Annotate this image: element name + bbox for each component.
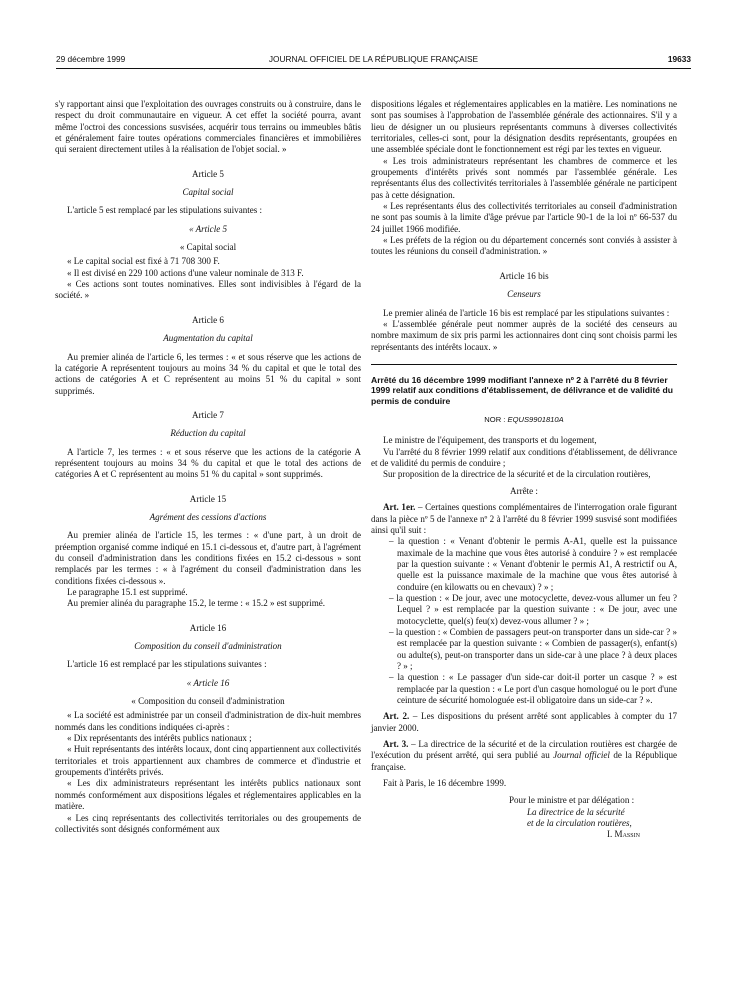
paragraph: dispositions légales et réglementaires applicables en la matière. Les nominations ne sont pas soumises à l'approbation de l'assemblée générale des actionnaires. S'il y a lieu de désigner un ou plusieurs représentants communs à diverses collectivités territoriales, celles-ci sont, pour la désignation desdits représentants, groupées en une assemblée spéciale dont le fonctionnement est régi par les textes en vigueur. [371,99,677,155]
article-heading: Article 16 [189,622,227,633]
arrete-title: Arrêté du 16 décembre 1999 modifiant l'annexe nº 2 à l'arrêté du 8 février 1999 relatif aux conditions d'établissement, de délivrance et de validité du permis de conduire [371,374,673,406]
quoted-article-title: « Article 16 [186,677,230,688]
article-3-text: – La directrice de la sécurité et de la circulation routières est chargée de l'exécution du présent arrêté, qui sera publié au [371,739,677,761]
paragraph: Le paragraphe 15.1 est supprimé. [67,587,188,597]
left-column [55,99,361,835]
article-subtitle: Agrément des cessions d'actions [149,511,267,522]
paragraph: « La société est administrée par un conseil d'administration de dix-huit membres nommés dans les conditions indiquées ci-après : [55,710,361,732]
journal-officiel-italic: Journal officiel [553,750,610,761]
arrete-section [371,375,677,841]
paragraph: « Les dix administrateurs représentant les intérêts publics nationaux sont nommés conformément aux dispositions légales et réglementaires applicables en la matière. [55,778,361,812]
article-heading: Article 15 [189,493,227,504]
page-number: 19633 [667,54,691,64]
article-heading: Article 16 bis [499,270,549,281]
article-subtitle: Composition du conseil d'administration [134,641,282,652]
article-subtitle: Capital social [182,187,234,198]
journal-title: JOURNAL OFFICIEL DE LA RÉPUBLIQUE FRANÇAISE [268,54,479,64]
article-1 [371,502,677,536]
quoted-article-subtitle: « Capital social [179,242,237,253]
signature-line-3: et de la circulation routières, [527,818,632,829]
section-divider [371,364,677,365]
arrete-word: Arrête : [510,485,538,496]
article-3-text-end: de la République française. [371,750,678,772]
paragraph: « L'assemblée générale peut nommer auprès de la société des censeurs au nombre maximum de six pris parmi les actionnaires dont cinq sont choisis parmi les représentants des intérêts locaux. » [371,318,677,352]
paragraph: L'article 5 est remplacé par les stipulations suivantes : [67,205,263,216]
article-2-label: Art. 2. [383,711,410,722]
paragraph: L'article 16 est remplacé par les stipulations suivantes : [67,659,267,670]
right-column-statutes [371,99,677,353]
paragraph: « Les cinq représentants des collectivités territoriales ou des groupements de collectivités sont désignés conformément aux [55,812,361,834]
article-1-item: – la question : « Venant d'obtenir le permis A-A1, quelle est la puissance maximale de la machine que vous êtes autorisé à conduire ? » est remplacée par la question suivante : « Venant d'obtenir le permis A1, A restrictif ou A, quelle est la puissance maximale de la machine que vous êtes autorisé à conduire (en kilowatts ou en chevaux) ? » ; [389,536,677,592]
quoted-article-title: « Article 5 [188,223,228,234]
paragraph: « Il est divisé en 229 100 actions d'une valeur nominale de 313 F. [67,267,304,278]
signature-line-2: La directrice de la sécurité [527,806,625,817]
signatory-name: I. Massin [607,829,640,840]
signature-line-1: Pour le ministre et par délégation : [509,795,635,806]
article-1-text: – Certaines questions complémentaires de l'interrogation orale figurant dans la pièce nº 5 de l'annexe nº 2 à l'arrêté du 8 février 1999 susvisé sont modifiées ainsi qu'il suit : [371,502,677,535]
article-1-label: Art. 1er. [383,502,416,513]
article-subtitle: Réduction du capital [170,428,246,439]
paragraph: A l'article 7, les termes : « et sous réserve que les actions de la catégorie A représentent toujours au moins 34 % du capital et que le total des actions de catégories A et C représentent au moins 51 % du capital » sont supprimés. [55,446,361,480]
running-header [56,54,691,66]
paragraph: « Dix représentants des intérêts publics nationaux ; [67,733,252,744]
article-3-label: Art. 3. [383,739,409,750]
nor-label: NOR : [484,415,506,425]
article-3 [371,739,677,773]
paragraph: Le premier alinéa de l'article 16 bis est remplacé par les stipulations suivantes : [383,307,670,318]
article-subtitle: Augmentation du capital [163,333,253,344]
preamble-minister: Le ministre de l'équipement, des transports et du logement, [383,435,597,446]
paragraph: Au premier alinéa de l'article 6, les termes : « et sous réserve que les actions de la catégorie A représentent toujours au moins 34 % du capital et que le total des actions de catégories A et C représentent au moins 51 % du capital » sont supprimés. [55,351,361,396]
preamble-vu: Vu l'arrêté du 8 février 1999 relatif aux conditions d'établissement, de délivrance et de validité du permis de conduire ; [371,446,677,469]
article-heading: Article 5 [192,168,224,179]
paragraph: Au premier alinéa de l'article 15, les termes : « d'une part, à un droit de préemption organisé comme indiqué en 15.1 ci-dessous et, d'autre part, à l'agrément du conseil d'administration dans les conditions fixées en 15.2 ci-dessous » sont remplacés par les termes : « à l'agrément du conseil d'administration dans les conditions fixées ci-dessous ». [55,530,361,586]
article-2-text: – Les dispositions du présent arrêté sont applicables à compter du 17 janvier 2000. [371,711,677,733]
article-2 [371,711,677,734]
article-heading: Article 6 [192,314,224,325]
signature-block [371,795,677,840]
paragraph: « Les préfets de la région ou du département concernés sont conviés à assister à toutes les réunions du conseil d'administration. » [371,235,677,257]
article-subtitle: Censeurs [507,289,541,300]
right-column [371,99,677,841]
fait-a-paris: Fait à Paris, le 16 décembre 1999. [383,778,507,789]
paragraph: Au premier alinéa du paragraphe 15.2, le terme : « 15.2 » est supprimé. [67,598,326,609]
paragraph: « Le capital social est fixé à 71 708 300 F. [67,256,220,267]
paragraph: « Ces actions sont toutes nominatives. Elles sont indivisibles à l'égard de la société. » [55,279,361,301]
nor-code: EQUS9901810A [507,415,564,425]
paragraph: « Les représentants élus des collectivités territoriales au conseil d'administration ne sont pas soumis à la limite d'âge prévue par l'article 90-1 de la loi nº 66-537 du 24 juillet 1966 modifiée. [371,201,677,234]
article-1-item: – la question : « De jour, avec une motocyclette, devez-vous allumer un feu ? Lequel ? » est remplacée par la question suivante : « De jour, avec une motocyclette, quel(s) feu(x) devez-vous allumer ? » ; [389,592,677,626]
header-date: 29 décembre 1999 [56,54,126,64]
article-1-item: – la question : « Combien de passagers peut-on transporter dans un side-car ? » est remplacée par la question suivante : « Combien de passager(s), enfant(s) ou adulte(s), peut-on transporter dans un side-car à une place ? à deux places ? » ; [389,626,677,671]
nor-reference [371,414,677,425]
paragraph: « Les trois administrateurs représentant les chambres de commerce et les groupements d'intérêts privés sont nommés par l'assemblée générale. Les représentants élus des collectivités territoriales à l'assemblée générale ne participent pas à cette désignation. [371,155,677,200]
preamble-proposition: Sur proposition de la directrice de la sécurité et de la circulation routières, [383,469,651,480]
article-heading: Article 7 [192,409,224,420]
paragraph: « Huit représentants des intérêts locaux, dont cinq appartiennent aux collectivités territoriales et trois appartiennent aux chambres de commerce et d'industrie et groupements d'intérêts privés. [55,744,361,778]
paragraph: s'y rapportant ainsi que l'exploitation des ouvrages construits ou à construire, dans le respect du droit communautaire en vigueur. A cet effet la société pourra, avant même l'octroi des concessions susvisées, acquérir tous terrains ou immeubles bâtis et généralement faire toutes opérations commerciales financières et immobilières qui seraient directement utiles à la réalisation de l'objet social. » [55,99,362,155]
quoted-article-subtitle: « Composition du conseil d'administration [131,696,285,707]
header-rule [56,68,691,69]
article-1-item: – la question : « Le passager d'un side-car doit-il porter un casque ? » est remplacée par la question : « Le port d'un casque homologué ou le port d'une ceinture de sécurité homologuée est-il obligatoire dans un side-car ? ». [389,672,677,705]
